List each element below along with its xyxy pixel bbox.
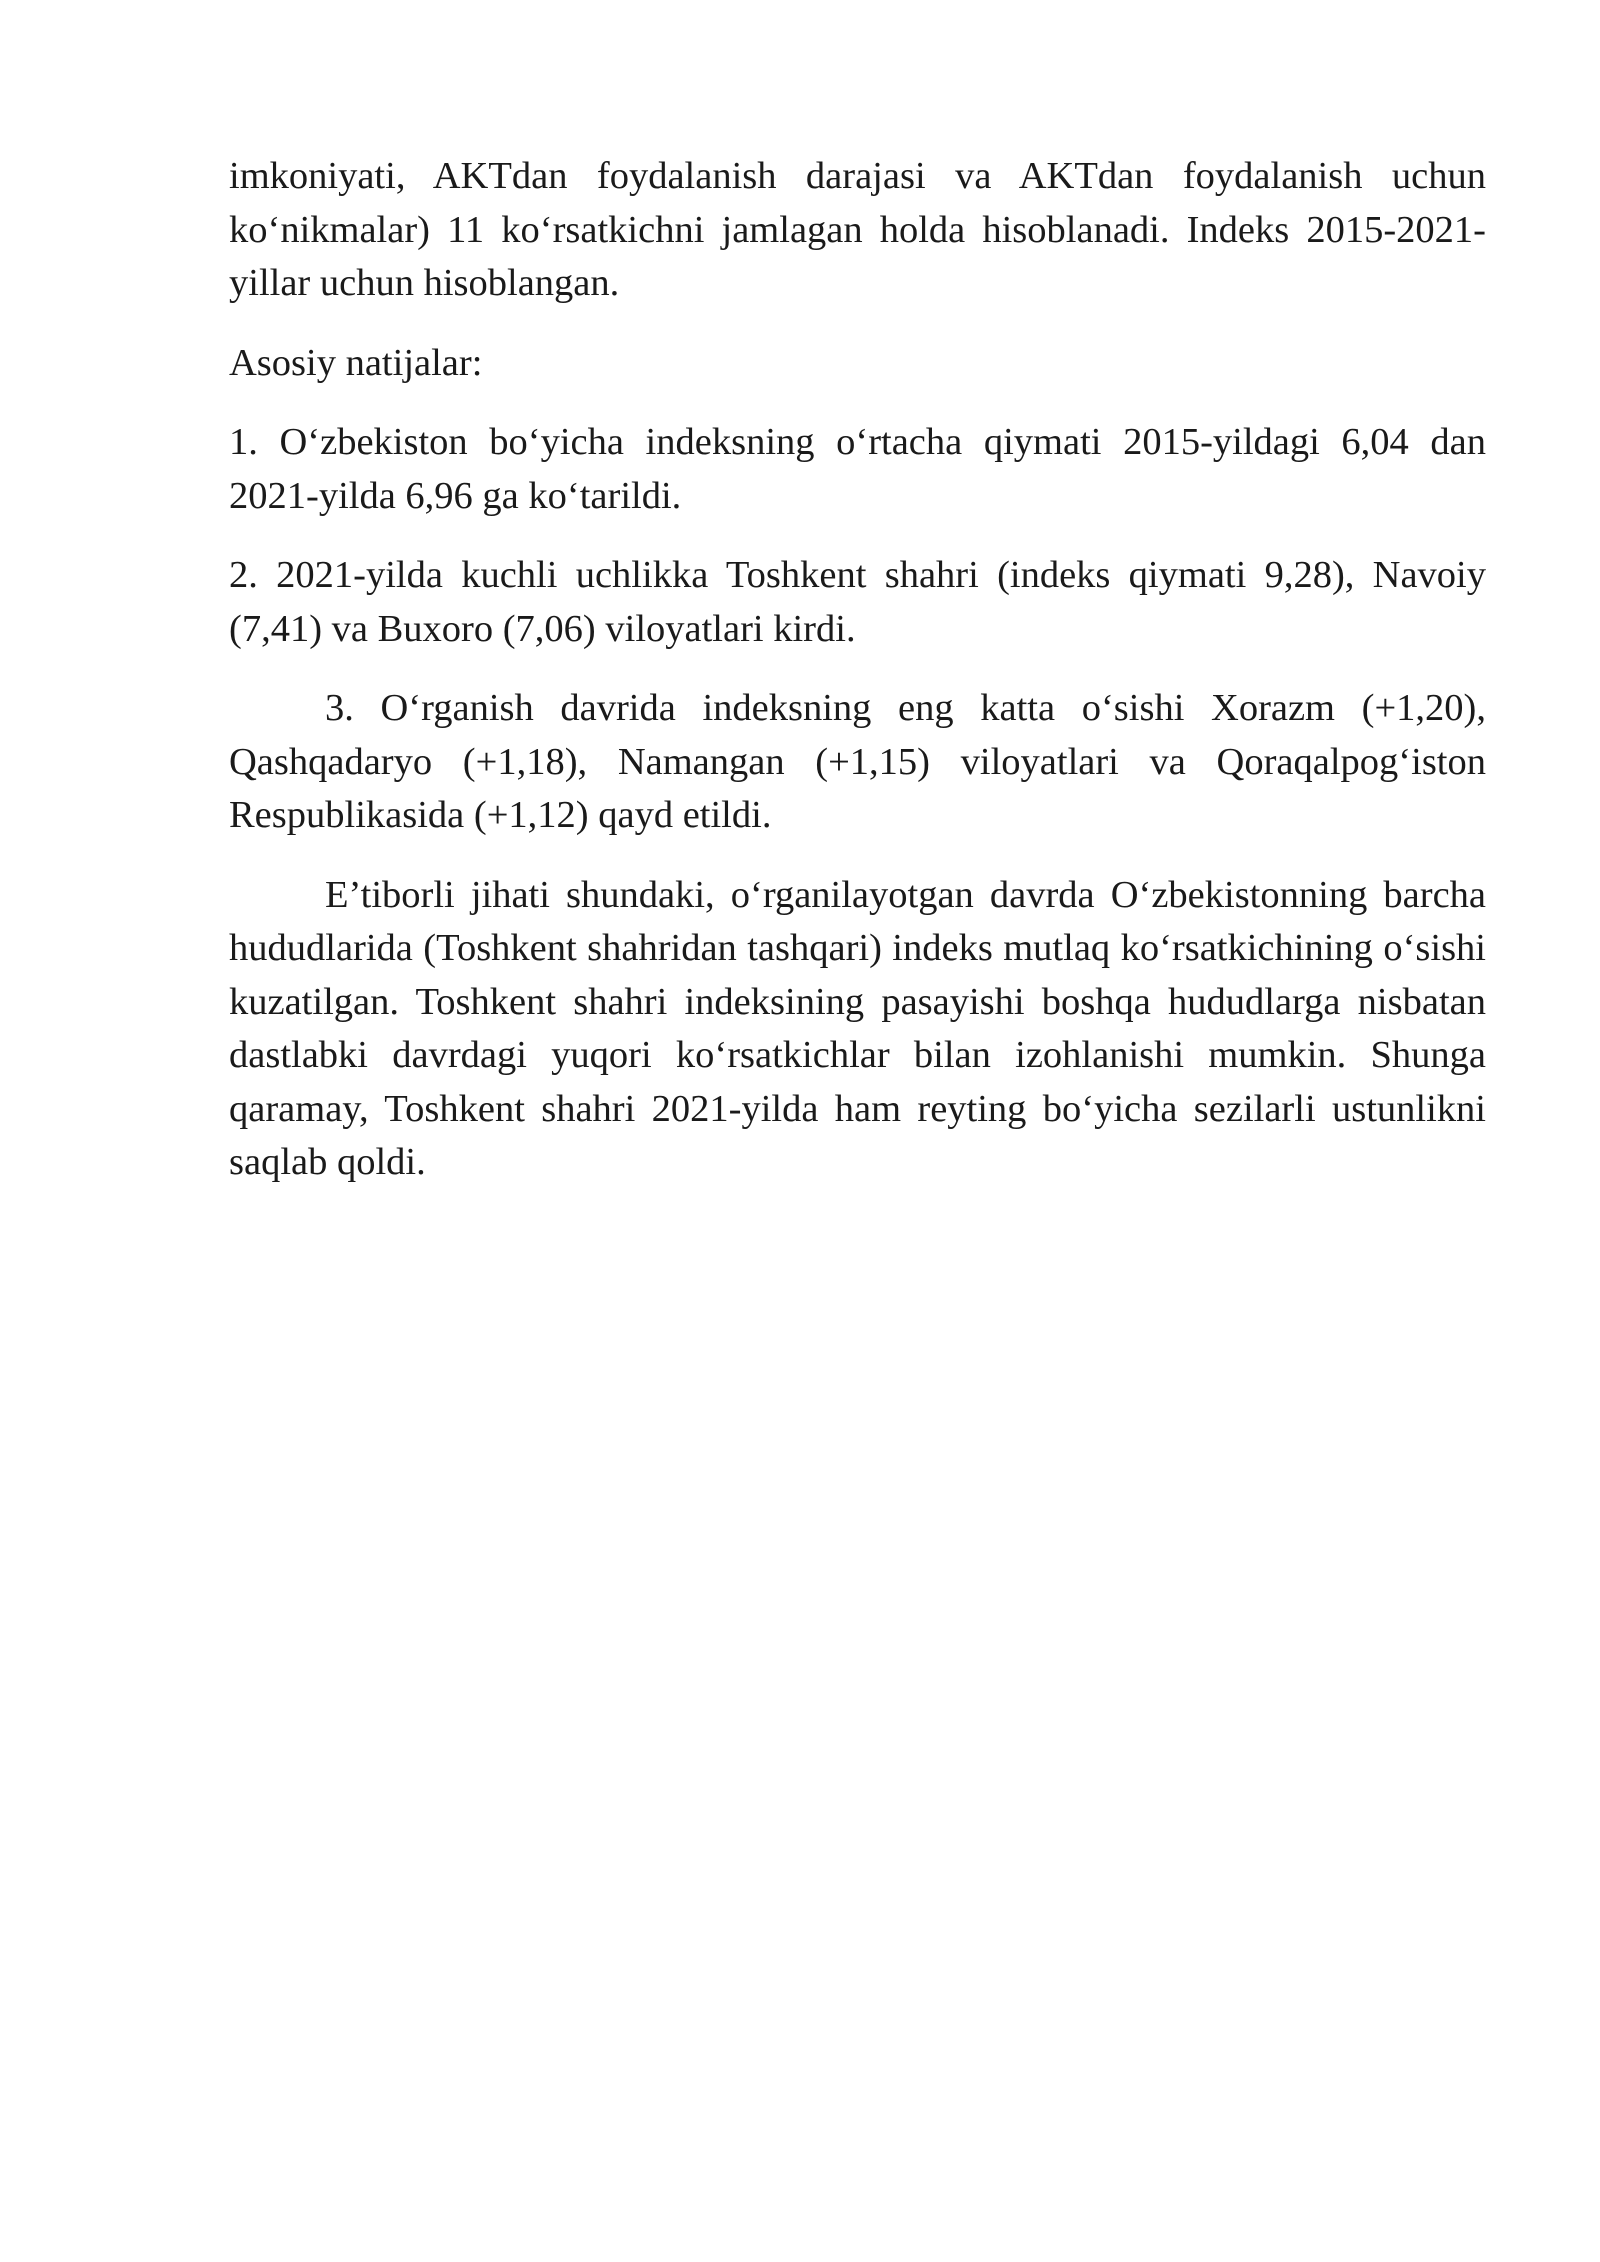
paragraph-result-2: 2. 2021-yilda kuchli uchlikka Toshkent shahri (indeks qiymati 9,28), Navoiy (7,41) va Buxoro (7,06) viloyatlari kirdi. <box>229 554 1486 650</box>
paragraph-main-results-heading: Asosiy natijalar: <box>229 341 483 384</box>
paragraph-conclusion: E’tiborli jihati shundaki, oʻrganilayotgan davrda Oʻzbekistonning barcha hududlarida (Toshkent shahridan tashqari) indeks mutlaq koʻrsatkichining oʻsishi kuzatilgan. Toshkent shahri indeksining pasayishi boshqa hududlarga nisbatan dastlabki davrdagi yuqori koʻrsatkichlar bilan izohlanishi mumkin. Shunga qaramay, Toshkent shahri 2021-yilda ham reyting boʻyicha sezilarli ustunlikni saqlab qoldi. <box>229 873 1486 1183</box>
document-body <box>229 150 1486 1216</box>
paragraph-result-3: 3. Oʻrganish davrida indeksning eng katta oʻsishi Xorazm (+1,20), Qashqadaryo (+1,18), Namangan (+1,15) viloyatlari va Qoraqalpogʻiston Respublikasida (+1,12) qayd etildi. <box>229 687 1486 836</box>
paragraph-index-description: imkoniyati, AKTdan foydalanish darajasi va AKTdan foydalanish uchun koʻnikmalar) 11 koʻrsatkichni jamlagan holda hisoblanadi. Indeks 2015-2021-yillar uchun hisoblangan. <box>229 155 1486 304</box>
paragraph-result-1: 1. Oʻzbekiston boʻyicha indeksning oʻrtacha qiymati 2015-yildagi 6,04 dan 2021-yilda 6,96 ga koʻtarildi. <box>229 421 1486 517</box>
